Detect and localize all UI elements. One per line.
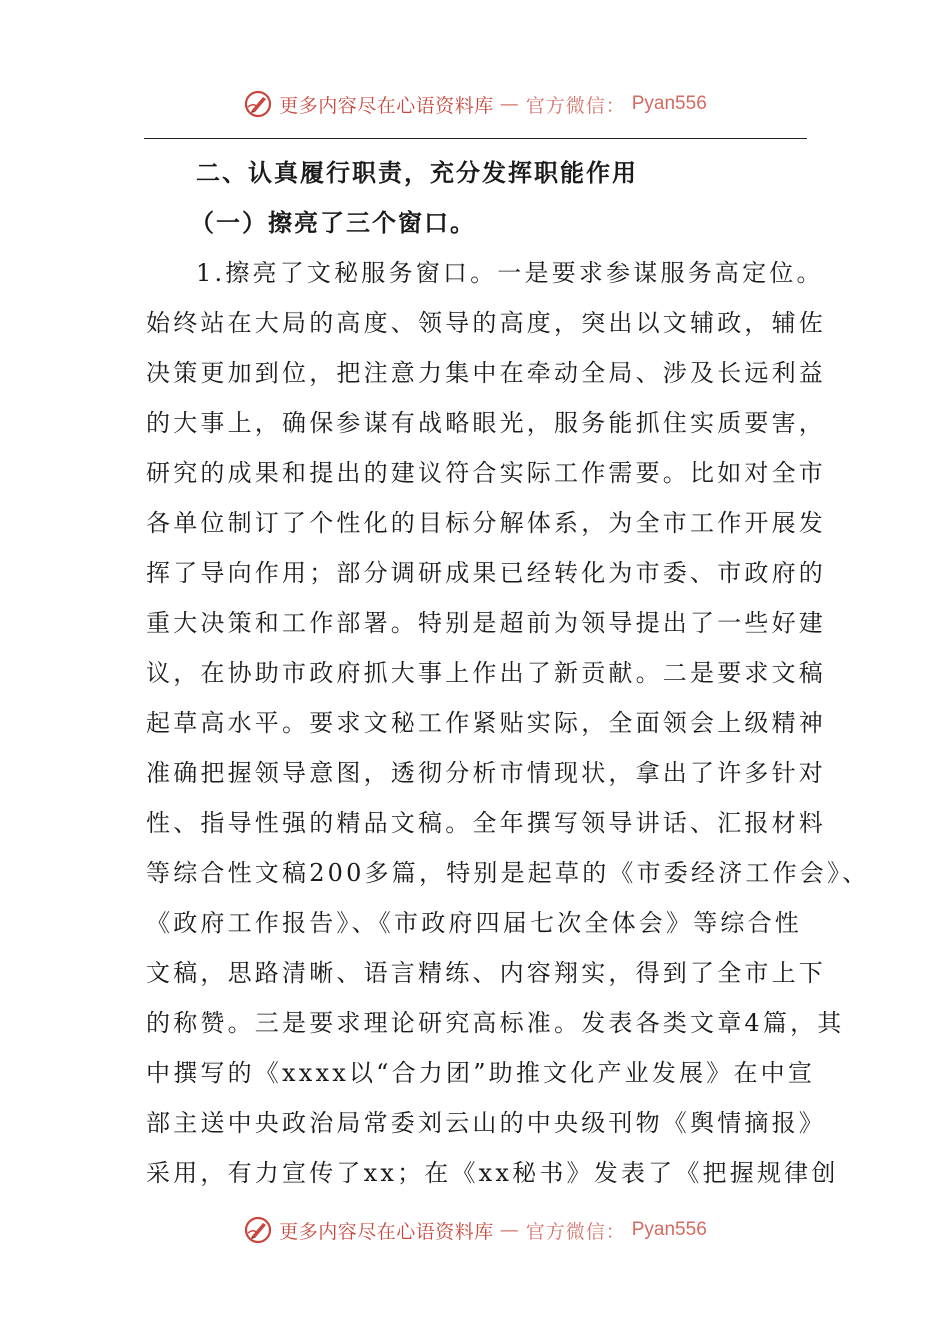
- footer-dash: —: [499, 1219, 520, 1241]
- subsection-heading: （一）擦亮了三个窗口。: [190, 209, 476, 237]
- paragraph-line: 始终站在大局的高度、领导的高度，突出以文辅政，辅佐: [146, 309, 826, 337]
- footer-brand-text: 更多内容尽在心语资料库: [279, 1220, 494, 1243]
- paragraph-line: 性、指导性强的精品文稿。全年撰写领导讲话、汇报材料: [146, 809, 826, 837]
- page-header: [0, 84, 950, 124]
- paragraph-line: 1.擦亮了文秘服务窗口。一是要求参谋服务高定位。: [196, 259, 824, 287]
- footer-brand: [243, 1215, 707, 1245]
- paragraph-line: 挥了导向作用；部分调研成果已经转化为市委、市政府的: [146, 559, 826, 587]
- paragraph-line: 各单位制订了个性化的目标分解体系，为全市工作开展发: [146, 509, 826, 537]
- header-brand-text: 更多内容尽在心语资料库: [279, 94, 494, 117]
- paragraph-line: 准确把握领导意图，透彻分析市情现状，拿出了许多针对: [146, 759, 826, 787]
- paragraph-line: 《政府工作报告》、《市政府四届七次全体会》等综合性: [146, 909, 802, 937]
- header-wechat-id: Pyan556: [631, 93, 707, 114]
- header-brand: [243, 89, 707, 119]
- paragraph-line: 研究的成果和提出的建议符合实际工作需要。比如对全市: [146, 459, 826, 487]
- paragraph-line: 起草高水平。要求文秘工作紧贴实际，全面领会上级精神: [146, 709, 826, 737]
- paragraph-line: 重大决策和工作部署。特别是超前为领导提出了一些好建: [146, 609, 826, 637]
- paragraph-line: 等综合性文稿200多篇，特别是起草的《市委经济工作会》、: [146, 859, 870, 887]
- page-footer: [0, 1210, 950, 1250]
- paragraph-line: 的大事上，确保参谋有战略眼光，服务能抓住实质要害，: [146, 409, 826, 437]
- paragraph-line: 中撰写的《xxxx以“合力团”助推文化产业发展》在中宣: [146, 1059, 816, 1087]
- header-wechat-label: 官方微信：: [525, 94, 626, 117]
- paragraph-line: 决策更加到位，把注意力集中在牵动全局、涉及长远利益: [146, 359, 826, 387]
- header-divider: [144, 138, 807, 139]
- footer-wechat-id: Pyan556: [631, 1219, 707, 1240]
- paragraph-line: 文稿，思路清晰、语言精练、内容翔实，得到了全市上下: [146, 959, 826, 987]
- pen-logo-icon: [243, 89, 273, 119]
- paragraph-line: 采用，有力宣传了xx；在《xx秘书》发表了《把握规律创: [146, 1159, 839, 1187]
- paragraph-line: 的称赞。三是要求理论研究高标准。发表各类文章4篇，其: [146, 1009, 845, 1037]
- footer-wechat-label: 官方微信：: [525, 1220, 626, 1243]
- body-paragraph: [146, 248, 870, 1198]
- paragraph-line: 议，在协助市政府抓大事上作出了新贡献。二是要求文稿: [146, 659, 826, 687]
- header-dash: —: [499, 93, 520, 115]
- section-heading: 二、认真履行职责，充分发挥职能作用: [196, 159, 638, 187]
- document-body: [146, 148, 870, 1198]
- paragraph-line: 部主送中央政治局常委刘云山的中央级刊物《舆情摘报》: [146, 1109, 826, 1137]
- pen-logo-icon: [243, 1215, 273, 1245]
